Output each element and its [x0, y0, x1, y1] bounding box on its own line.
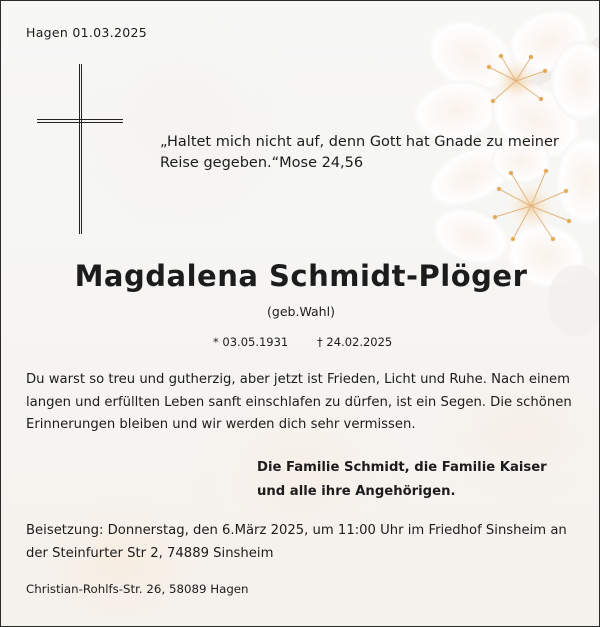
mourners: Die Familie Schmidt, die Familie Kaiser und alle ihre Angehörigen. — [257, 460, 547, 499]
publication-date: Hagen 01.03.2025 — [26, 25, 147, 40]
death-date: † 24.02.2025 — [317, 335, 393, 349]
contact-address: Christian-Rohlfs-Str. 26, 58089 Hagen — [26, 582, 249, 596]
farewell-message: Du warst so treu und gutherzig, aber jetzt ist Frieden, Licht und Ruhe. Nach einem langen und erfüllten Leben sanft einschlafen zu dürfen, ist ein Segen. Die schönen Erinnerungen bleiben und wir werden dich sehr vermissen. — [26, 372, 572, 432]
birth-date: * 03.05.1931 — [213, 335, 289, 349]
quote-line-2: Reise gegeben.“Mose 24,56 — [160, 155, 364, 171]
deceased-name: Magdalena Schmidt-Plöger — [74, 259, 528, 293]
burial-info: Beisetzung: Donnerstag, den 6.März 2025, um 11:00 Uhr im Friedhof Sinsheim an der Steinfurter Str 2, 74889 Sinsheim — [26, 523, 567, 561]
bible-quote — [160, 132, 590, 174]
birth-name: (geb.Wahl) — [267, 304, 335, 319]
quote-line-1: „Haltet mich nicht auf, denn Gott hat Gnade zu meiner — [160, 134, 559, 150]
